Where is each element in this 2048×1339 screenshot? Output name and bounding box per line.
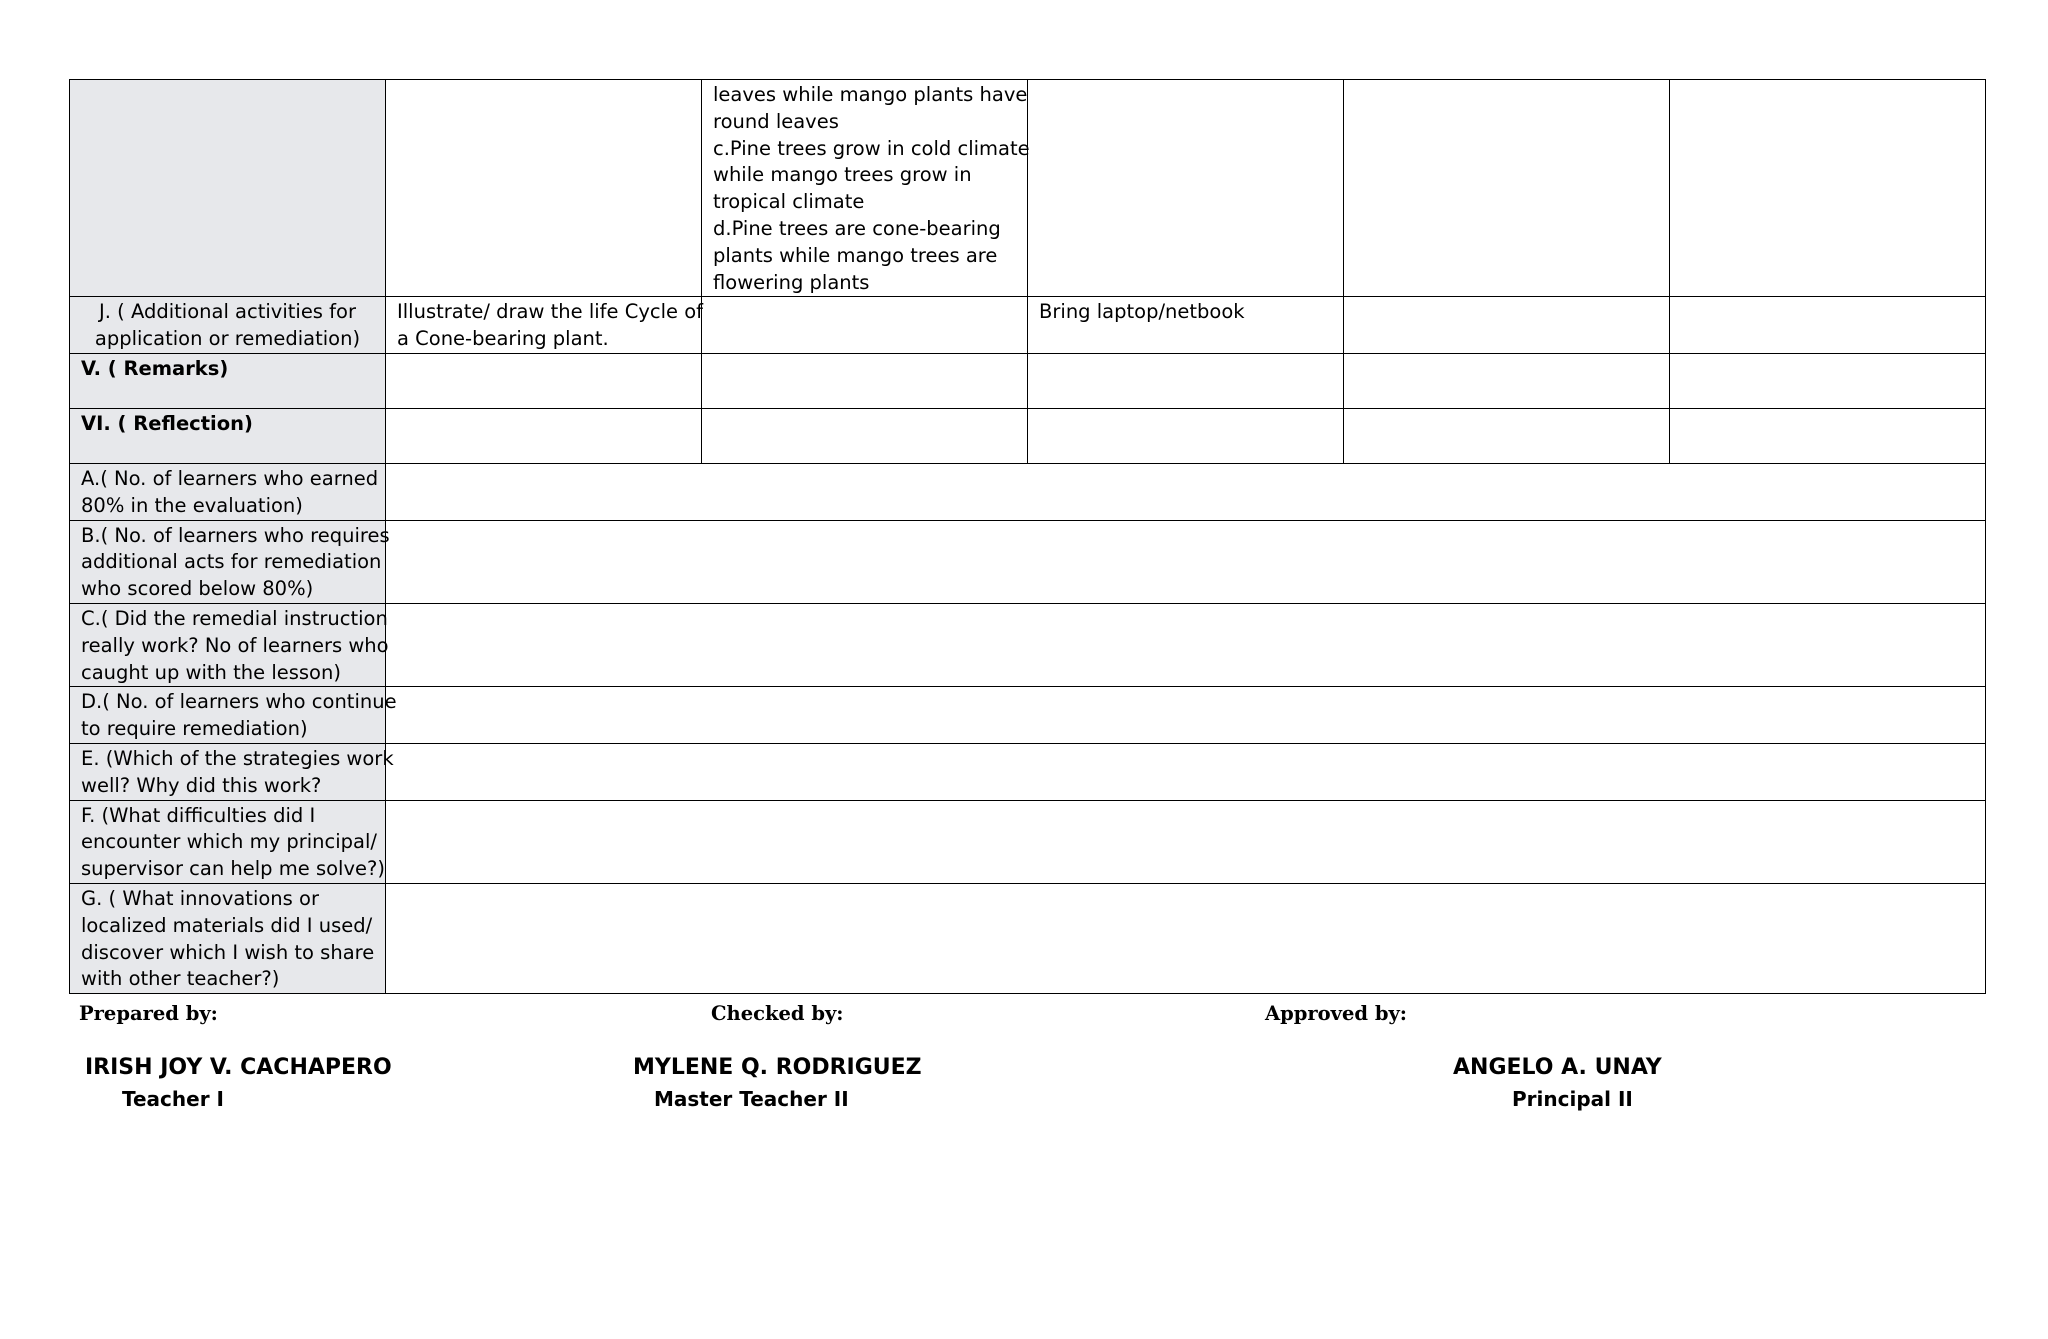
cell-line: Bring laptop/netbook [1039, 300, 1245, 324]
cell-line: Illustrate/ draw the life Cycle of [397, 300, 704, 324]
cell-line: C.( Did the remedial instruction [81, 606, 388, 630]
cell-line: supervisor can help me solve?) [81, 857, 385, 881]
cell-empty [1028, 353, 1344, 408]
table-row-remarks [70, 353, 1986, 408]
table-row-reflection-b [70, 520, 1986, 603]
table-row-evaluation-continued [70, 80, 1986, 297]
reflection-answer-cell [386, 687, 1986, 744]
checked-by-name: MYLENE Q. RODRIGUEZ [633, 1055, 922, 1080]
daily-lesson-log-table [69, 79, 1986, 994]
cell-line: 80% in the evaluation) [81, 493, 303, 517]
reflection-answer-cell [386, 463, 1986, 520]
reflection-answer-cell [386, 800, 1986, 883]
reflection-answer-cell [386, 603, 1986, 686]
row-label-reflection-e [70, 743, 394, 800]
row-label-reflection-g [70, 883, 386, 993]
approved-by-heading: Approved by: [1265, 1002, 1408, 1025]
additional-activity-cell [386, 297, 702, 354]
cell-line: leaves while mango plants have [713, 83, 1028, 106]
table-row-additional-activities [70, 297, 1986, 354]
table-row-reflection-e [70, 743, 1986, 800]
cell-line: c.Pine trees grow in cold climate [713, 136, 1030, 160]
cell-line: B.( No. of learners who requires [81, 523, 390, 547]
evaluation-choices-cell [702, 80, 1028, 297]
checked-by-title: Master Teacher II [654, 1087, 849, 1111]
prepared-by-name: IRISH JOY V. CACHAPERO [85, 1055, 392, 1080]
table-row-reflection-d [70, 687, 1986, 744]
cell-line: d.Pine trees are cone-bearing [713, 216, 1001, 240]
prepared-by-heading: Prepared by: [79, 1002, 218, 1025]
reflection-answer-cell [386, 883, 1986, 993]
additional-activity-cell [1028, 297, 1344, 354]
approved-by-name: ANGELO A. UNAY [1453, 1055, 1662, 1080]
cell-empty [386, 80, 702, 297]
cell-line: a Cone-bearing plant. [397, 327, 609, 351]
cell-line: D.( No. of learners who continue [81, 690, 397, 714]
cell-line: J. ( Additional activities for [99, 300, 356, 324]
cell-empty [702, 297, 1028, 354]
cell-empty [1670, 80, 1986, 297]
cell-line: F. (What difficulties did I [81, 803, 316, 827]
cell-line: who scored below 80%) [81, 577, 314, 601]
row-label-reflection-b [70, 520, 390, 603]
cell-empty [1344, 353, 1670, 408]
cell-empty [1670, 297, 1986, 354]
row-label-reflection-d [70, 687, 397, 744]
reflection-answer-cell [386, 743, 1986, 800]
cell-empty [1028, 408, 1344, 463]
cell-line: flowering plants [713, 270, 870, 294]
cell-empty [1028, 80, 1344, 297]
cell-line: application or remediation) [94, 327, 361, 351]
row-label-reflection-a [70, 463, 386, 520]
cell-line: really work? No of learners who [81, 633, 389, 657]
table-row-reflection-a [70, 463, 1986, 520]
table-row-reflection-c [70, 603, 1986, 686]
row-label-reflection: VI. ( Reflection) [70, 408, 386, 463]
cell-line: well? Why did this work? [81, 773, 322, 797]
cell-line: while mango trees grow in [713, 163, 972, 187]
cell-line: discover which I wish to share [81, 940, 375, 964]
cell-empty [1344, 297, 1670, 354]
cell-empty [1344, 408, 1670, 463]
prepared-by-title: Teacher I [122, 1087, 224, 1111]
row-label-remarks: V. ( Remarks) [70, 353, 386, 408]
cell-line: with other teacher?) [81, 967, 280, 991]
cell-empty [386, 408, 702, 463]
table-row-reflection [70, 408, 1986, 463]
cell-line: E. (Which of the strategies work [81, 746, 394, 770]
cell-line: encounter which my principal/ [81, 830, 377, 854]
cell-empty [1670, 408, 1986, 463]
cell-empty [702, 353, 1028, 408]
cell-line: round leaves [713, 109, 839, 133]
cell-line: localized materials did I used/ [81, 913, 373, 937]
row-label-reflection-f [70, 800, 386, 883]
cell-empty [386, 353, 702, 408]
cell-line: additional acts for remediation [81, 550, 382, 574]
approved-by-title: Principal II [1512, 1087, 1633, 1111]
cell-empty [1344, 80, 1670, 297]
cell-empty [702, 408, 1028, 463]
cell-line: A.( No. of learners who earned [81, 466, 379, 490]
table-row-reflection-g [70, 883, 1986, 993]
cell-line: to require remediation) [81, 717, 308, 741]
checked-by-heading: Checked by: [711, 1002, 844, 1025]
table-row-reflection-f [70, 800, 1986, 883]
cell-empty [1670, 353, 1986, 408]
row-label-empty [70, 80, 386, 297]
row-label-additional-activities [70, 297, 386, 354]
cell-line: tropical climate [713, 190, 865, 214]
cell-line: plants while mango trees are [713, 243, 998, 267]
cell-line: caught up with the lesson) [81, 660, 341, 684]
reflection-answer-cell [386, 520, 1986, 603]
row-label-reflection-c [70, 603, 389, 686]
cell-line: G. ( What innovations or [81, 886, 319, 910]
